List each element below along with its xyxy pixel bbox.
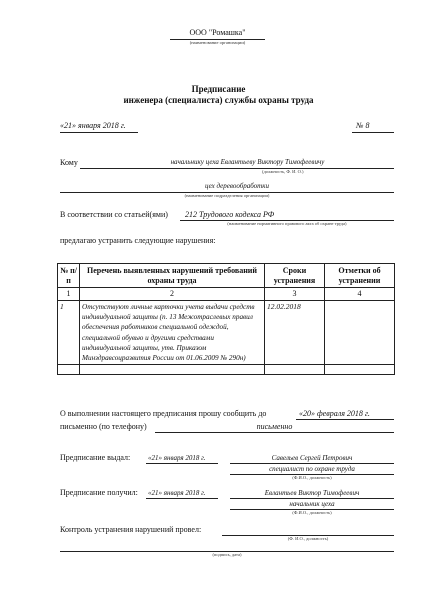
org-caption: (наименование организации) xyxy=(189,40,246,45)
row-number: 1 xyxy=(58,301,80,365)
doc-date: «21» января 2018 г. xyxy=(60,121,126,130)
received-name-underline xyxy=(230,498,394,499)
received-name: Евлантьев Виктор Тимофеевич xyxy=(264,489,360,497)
received-date-underline xyxy=(146,498,218,499)
addressee-label: Кому xyxy=(60,158,78,167)
org-name: ООО "Ромашка" xyxy=(189,28,246,37)
propose-text: предлагаю устранить следующие нарушения: xyxy=(60,236,216,245)
report-date: «20» февраля 2018 г. xyxy=(299,409,370,418)
issued-label: Предписание выдал: xyxy=(60,453,131,462)
received-caption: (Ф.И.О., должность) xyxy=(292,510,332,515)
issued-date: «21» января 2018 г. xyxy=(148,454,206,462)
empty-cell xyxy=(80,365,265,375)
received-position: начальник цеха xyxy=(289,500,335,508)
col-header-deadline: Сроки устранения xyxy=(265,264,325,288)
department-value: цех деревообработки xyxy=(204,182,270,190)
issued-caption: (Ф.И.О., должность) xyxy=(292,475,332,480)
row-description: Отсутствуют личные карточки учета выдачи средств индивидуальной защиты (п. 13 Межотраслевых правил обеспечения работников специальной одеждой, специальной обувью и другими средствами индивидуальной защиты, утв. Приказом Минздравсоцразвития России от 01.06.2009 № 290н) xyxy=(80,301,265,365)
doc-number-underline xyxy=(352,132,394,133)
addressee-value: начальнику цеха Евлантьеву Виктору Тимофеевичу xyxy=(170,158,325,166)
doc-number: № 8 xyxy=(356,121,370,130)
basis-label: В соответствии со статьей(ями) xyxy=(60,210,168,219)
col-header-violations: Перечень выявленных нарушений требований охраны труда xyxy=(80,264,265,288)
issued-position: специалист по охране труда xyxy=(269,465,355,473)
col-number-3: 3 xyxy=(265,288,325,301)
table-header-row xyxy=(58,264,395,288)
doc-subtitle: инженера (специалиста) службы охраны труда xyxy=(123,95,314,105)
report-text: О выполнении настоящего предписания прошу сообщить до xyxy=(60,409,267,418)
table-row xyxy=(58,301,395,365)
row-deadline: 12.02.2018 xyxy=(265,301,325,365)
report-method-value: письменно xyxy=(256,422,293,431)
department-caption: (наименование подразделения организации) xyxy=(184,193,270,198)
col-header-number: № п/п xyxy=(58,264,80,288)
control-label: Контроль устранения нарушений провел: xyxy=(60,525,202,534)
col-number-2: 2 xyxy=(80,288,265,301)
addressee-underline xyxy=(80,168,394,169)
received-date: «21» января 2018 г. xyxy=(148,489,206,497)
issued-name-underline xyxy=(230,463,394,464)
received-label: Предписание получил: xyxy=(60,488,138,497)
control-caption-1: (Ф. И.О., должность) xyxy=(287,536,329,541)
table-column-numbers-row xyxy=(58,288,395,301)
col-number-1: 1 xyxy=(58,288,80,301)
basis-value: 212 Трудового кодекса РФ xyxy=(185,210,275,219)
report-method-label: письменно (по телефону) xyxy=(60,422,147,431)
addressee-caption: (должность, Ф. И. О.) xyxy=(262,169,304,174)
col-number-4: 4 xyxy=(325,288,395,301)
empty-cell xyxy=(58,365,80,375)
issued-date-underline xyxy=(146,463,218,464)
doc-title: Предписание xyxy=(191,84,246,94)
report-method-underline xyxy=(155,432,394,433)
violations-table xyxy=(57,263,395,375)
report-date-underline xyxy=(296,419,394,420)
col-header-marks: Отметки об устранении xyxy=(325,264,395,288)
control-caption-2: (подпись, дата) xyxy=(212,552,242,557)
basis-caption: (наименование нормативного правового акта об охране труда) xyxy=(227,221,347,226)
empty-cell xyxy=(265,365,325,375)
table-empty-row xyxy=(58,365,395,375)
empty-cell xyxy=(325,365,395,375)
doc-date-underline xyxy=(60,132,138,133)
issued-name: Савельев Сергей Петрович xyxy=(271,454,353,462)
row-mark xyxy=(325,301,395,365)
